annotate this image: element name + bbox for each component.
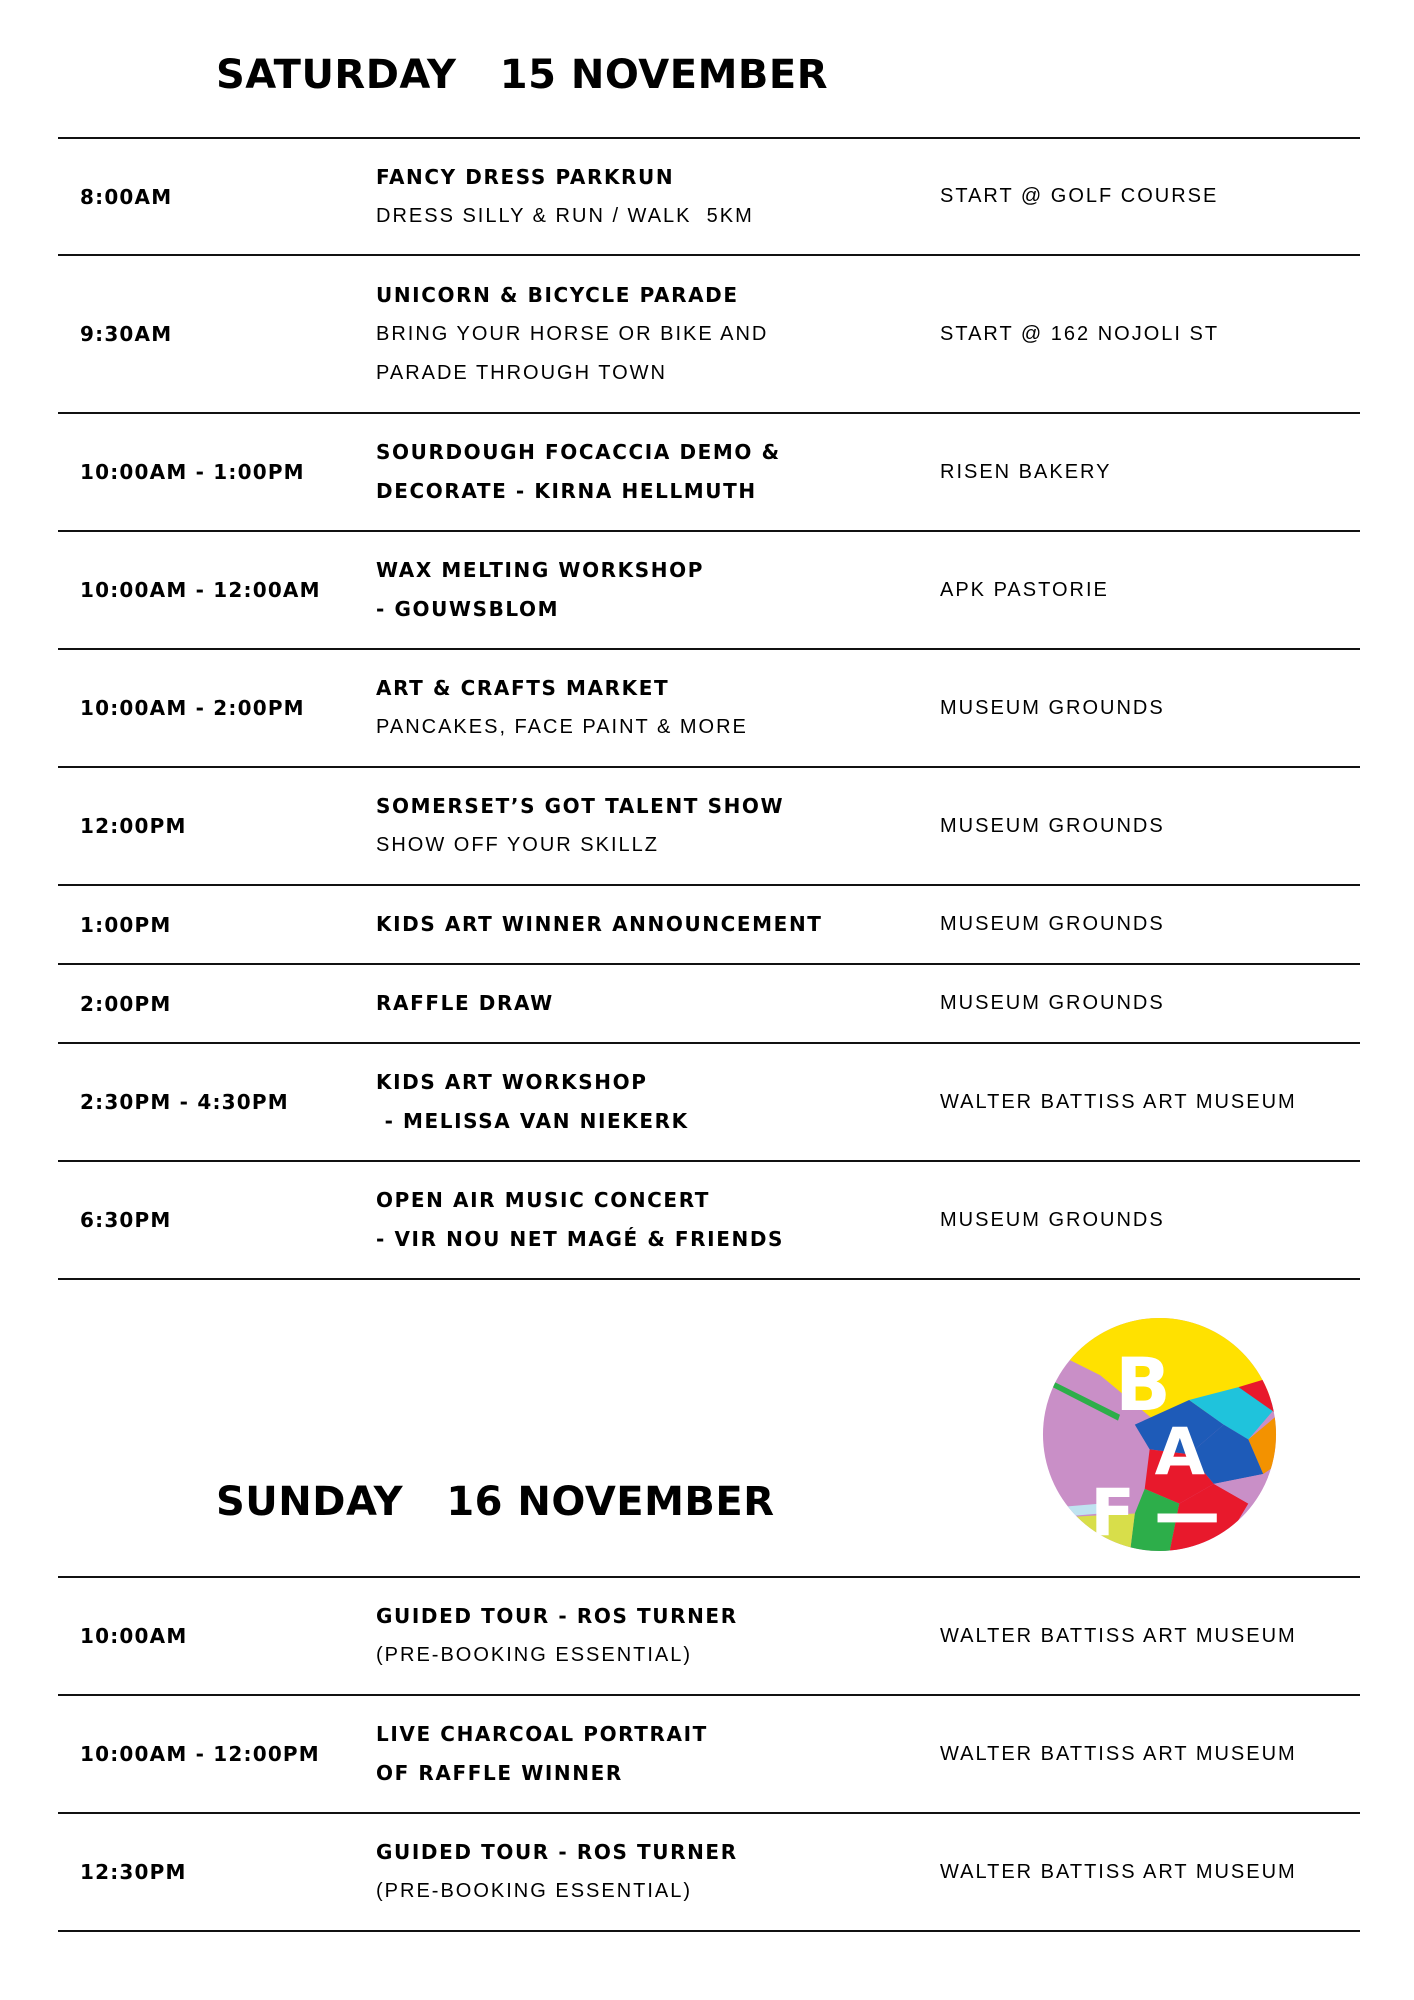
- event-time: 10:00AM: [80, 1624, 188, 1648]
- event-title: KIDS ART WORKSHOP: [376, 1070, 648, 1094]
- logo-letter-f: F: [1090, 1476, 1135, 1552]
- sunday-schedule: [58, 1576, 1360, 1932]
- event-description: [376, 1814, 936, 1930]
- event-venue: APK PASTORIE: [940, 578, 1109, 601]
- event-title: SOURDOUGH FOCACCIA DEMO &: [376, 440, 781, 464]
- event-time: 6:30PM: [80, 1208, 172, 1232]
- schedule-row: [58, 965, 1360, 1044]
- event-venue: START @ 162 NOJOLI ST: [940, 322, 1220, 345]
- event-subtitle: PARADE THROUGH TOWN: [376, 361, 667, 384]
- schedule-row: [58, 1578, 1360, 1696]
- event-venue: MUSEUM GROUNDS: [940, 913, 1165, 935]
- event-subtitle: - VIR NOU NET MAGÉ & FRIENDS: [376, 1227, 785, 1251]
- baf-logo: [1041, 1316, 1278, 1553]
- event-description: [376, 256, 936, 412]
- event-time: 10:00AM - 12:00PM: [80, 1742, 320, 1766]
- event-description: [376, 139, 936, 254]
- event-subtitle: - MELISSA VAN NIEKERK: [376, 1109, 689, 1133]
- event-subtitle: (PRE-BOOKING ESSENTIAL): [376, 1644, 693, 1666]
- event-subtitle: SHOW OFF YOUR SKILLZ: [376, 834, 659, 856]
- event-venue: WALTER BATTISS ART MUSEUM: [940, 1742, 1297, 1765]
- event-title: ART & CRAFTS MARKET: [376, 676, 670, 700]
- event-title: OPEN AIR MUSIC CONCERT: [376, 1188, 711, 1212]
- event-time: 10:00AM - 12:00AM: [80, 578, 321, 602]
- event-venue: MUSEUM GROUNDS: [940, 696, 1165, 719]
- event-subtitle: - GOUWSBLOM: [376, 597, 560, 621]
- event-title: LIVE CHARCOAL PORTRAIT: [376, 1722, 708, 1746]
- logo-letter-a: A: [1154, 1415, 1205, 1490]
- event-subtitle: (PRE-BOOKING ESSENTIAL): [376, 1880, 693, 1902]
- event-description: [376, 1696, 936, 1812]
- event-title: GUIDED TOUR - ROS TURNER: [376, 1840, 738, 1864]
- event-venue: MUSEUM GROUNDS: [940, 992, 1165, 1014]
- event-title: RAFFLE DRAW: [376, 991, 554, 1015]
- schedule-row: [58, 532, 1360, 650]
- saturday-title: SATURDAY 15 NOVEMBER: [216, 52, 828, 98]
- schedule-row: [58, 886, 1360, 965]
- event-time: 8:00AM: [80, 184, 173, 209]
- event-title: KIDS ART WINNER ANNOUNCEMENT: [376, 912, 823, 936]
- schedule-row: [58, 139, 1360, 256]
- saturday-schedule: [58, 137, 1360, 1280]
- event-title: UNICORN & BICYCLE PARADE: [376, 282, 739, 307]
- event-time: 10:00AM - 2:00PM: [80, 696, 305, 720]
- event-description: [376, 1578, 936, 1694]
- event-time: 2:00PM: [80, 991, 172, 1016]
- event-time: 12:30PM: [80, 1860, 187, 1884]
- event-description: [376, 532, 936, 648]
- logo-underscore: [1158, 1514, 1217, 1523]
- event-title: FANCY DRESS PARKRUN: [376, 164, 675, 189]
- event-description: [376, 886, 936, 963]
- event-venue: WALTER BATTISS ART MUSEUM: [940, 1090, 1297, 1113]
- event-description: [376, 650, 936, 766]
- event-time: 12:00PM: [80, 814, 187, 838]
- schedule-row: [58, 1044, 1360, 1162]
- event-time: 9:30AM: [80, 322, 173, 346]
- schedule-row: [58, 256, 1360, 414]
- event-venue: MUSEUM GROUNDS: [940, 1208, 1165, 1231]
- event-time: 1:00PM: [80, 912, 172, 937]
- event-description: [376, 1162, 936, 1278]
- event-subtitle: BRING YOUR HORSE OR BIKE AND: [376, 322, 769, 345]
- event-title: GUIDED TOUR - ROS TURNER: [376, 1604, 738, 1628]
- schedule-row: [58, 1162, 1360, 1280]
- event-subtitle: OF RAFFLE WINNER: [376, 1761, 623, 1785]
- event-description: [376, 768, 936, 884]
- sunday-title: SUNDAY 16 NOVEMBER: [216, 1479, 775, 1525]
- event-subtitle: PANCAKES, FACE PAINT & MORE: [376, 716, 748, 738]
- event-subtitle: DECORATE - KIRNA HELLMUTH: [376, 479, 757, 503]
- event-description: [376, 1044, 936, 1160]
- logo-letter-b: B: [1115, 1342, 1171, 1428]
- event-venue: START @ GOLF COURSE: [940, 185, 1219, 207]
- event-title: SOMERSET’S GOT TALENT SHOW: [376, 794, 785, 818]
- event-title: WAX MELTING WORKSHOP: [376, 558, 704, 582]
- event-time: 10:00AM - 1:00PM: [80, 460, 305, 484]
- event-venue: WALTER BATTISS ART MUSEUM: [940, 1860, 1297, 1883]
- event-venue: RISEN BAKERY: [940, 460, 1112, 483]
- event-description: [376, 965, 936, 1042]
- event-venue: WALTER BATTISS ART MUSEUM: [940, 1624, 1297, 1647]
- schedule-row: [58, 414, 1360, 532]
- schedule-row: [58, 650, 1360, 768]
- event-time: 2:30PM - 4:30PM: [80, 1090, 289, 1114]
- schedule-row: [58, 768, 1360, 886]
- event-subtitle: DRESS SILLY & RUN / WALK 5KM: [376, 204, 754, 227]
- schedule-row: [58, 1696, 1360, 1814]
- schedule-row: [58, 1814, 1360, 1932]
- event-venue: MUSEUM GROUNDS: [940, 814, 1165, 837]
- event-description: [376, 414, 936, 530]
